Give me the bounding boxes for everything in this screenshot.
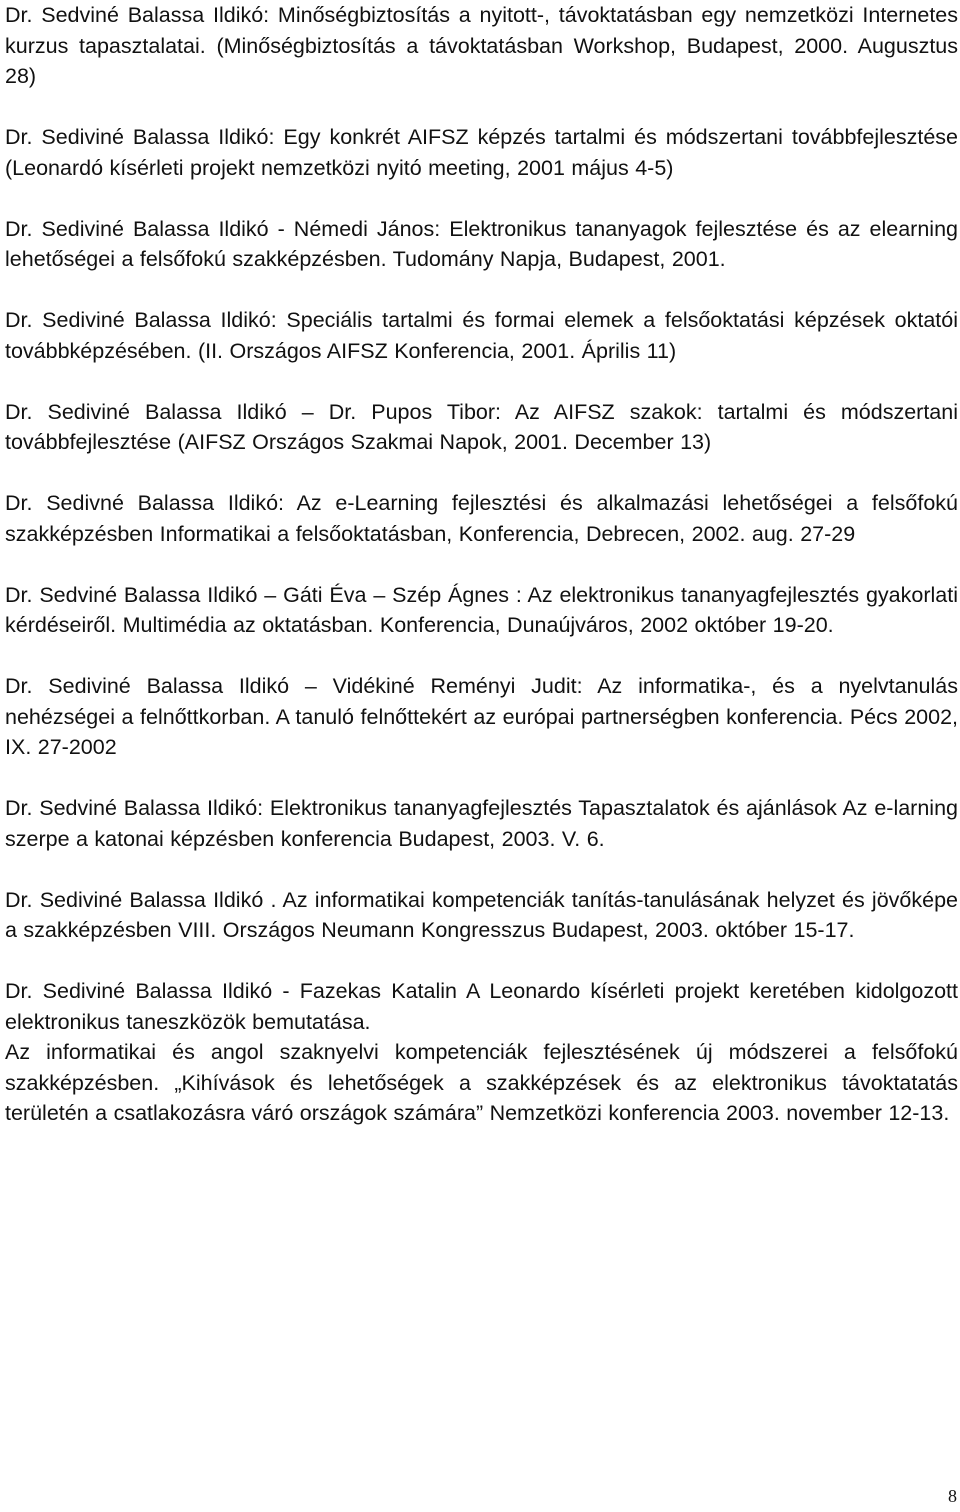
reference-entry-10: Dr. Sediviné Balassa Ildikó . Az informatikai kompetenciák tanítás-tanulásának helyzet és jövőképe a szakképzésben VIII. Országos Neumann Kongresszus Budapest, 2003. október 15-17. — [5, 887, 958, 942]
reference-entry-4: Dr. Sediviné Balassa Ildikó: Speciális tartalmi és formai elemek a felsőoktatási képzések oktatói továbbképzésében. (II. Országos AIFSZ Konferencia, 2001. Április 11) — [5, 308, 958, 363]
reference-entry-6: Dr. Sedivné Balassa Ildikó: Az e-Learning fejlesztési és alkalmazási lehetőségei a felsőfokú szakképzésben Informatikai a felsőoktatásban, Konferencia, Debrecen, 2002. aug. 27-29 — [5, 491, 958, 546]
reference-entry-11: Dr. Sediviné Balassa Ildikó - Fazekas Katalin A Leonardo kísérleti projekt keretében kidolgozott elektronikus taneszközök bemutatása. — [5, 979, 958, 1034]
document-page — [5, 0, 958, 1129]
reference-entry-9: Dr. Sedviné Balassa Ildikó: Elektronikus tananyagfejlesztés Tapasztalatok és ajánlások Az e-larning szerpe a katonai képzésben konferencia Budapest, 2003. V. 6. — [5, 796, 958, 851]
page-number: 8 — [948, 1486, 957, 1506]
reference-entry-2: Dr. Sediviné Balassa Ildikó: Egy konkrét AIFSZ képzés tartalmi és módszertani továbbfejlesztése (Leonardó kísérleti projekt nemzetközi nyitó meeting, 2001 május 4-5) — [5, 125, 958, 180]
reference-entry-8: Dr. Sediviné Balassa Ildikó – Vidékiné Reményi Judit: Az informatika-, és a nyelvtanulás nehézségei a felnőttkorban. A tanuló felnőttekért az európai partnerségben konferencia. Pécs 2002, IX. 27-2002 — [5, 674, 958, 759]
reference-entry-1: Dr. Sedviné Balassa Ildikó: Minőségbiztosítás a nyitott-, távoktatásban egy nemzetközi Internetes kurzus tapasztalatai. (Minőségbiztosítás a távoktatásban Workshop, Budapest, 2000. Augusztus 28) — [5, 3, 958, 88]
reference-entry-3: Dr. Sediviné Balassa Ildikó - Némedi János: Elektronikus tananyagok fejlesztése és az elearning lehetőségei a felsőfokú szakképzésben. Tudomány Napja, Budapest, 2001. — [5, 216, 958, 271]
reference-entry-7: Dr. Sedviné Balassa Ildikó – Gáti Éva – Szép Ágnes : Az elektronikus tananyagfejlesztés gyakorlati kérdéseiről. Multimédia az oktatásban. Konferencia, Dunaújváros, 2002 október 19-20. — [5, 582, 958, 637]
reference-entry-12: Az informatikai és angol szaknyelvi kompetenciák fejlesztésének új módszerei a felsőfokú szakképzésben. „Kihívások és lehetőségek a szakképzések és az elektronikus távoktatatás területén a csatlakozásra váró országok számára” Nemzetközi konferencia 2003. november 12-13. — [5, 1040, 958, 1125]
reference-entry-5: Dr. Sediviné Balassa Ildikó – Dr. Pupos Tibor: Az AIFSZ szakok: tartalmi és módszertani továbbfejlesztése (AIFSZ Országos Szakmai Napok, 2001. December 13) — [5, 399, 958, 454]
